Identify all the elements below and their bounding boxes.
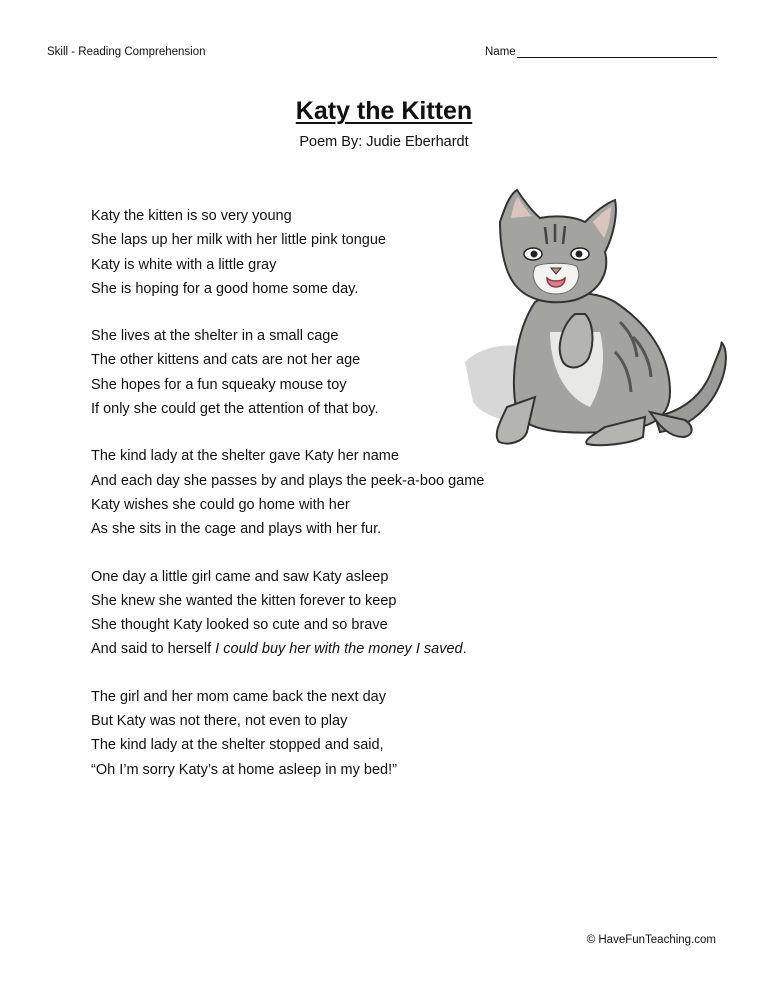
poem-line: She hopes for a fun squeaky mouse toy: [91, 376, 347, 393]
poem-line: The kind lady at the shelter gave Katy her name: [91, 448, 399, 465]
poem-line: One day a little girl came and saw Katy asleep: [91, 568, 389, 585]
poem-line: And each day she passes by and plays the peek-a-boo game: [91, 472, 485, 489]
poem-line: The other kittens and cats are not her age: [91, 352, 361, 369]
stanza-4: [91, 565, 551, 662]
italic-thought: I could buy her with the money I saved: [215, 641, 463, 658]
page-header: [47, 46, 716, 62]
poem-line: But Katy was not there, not even to play: [91, 713, 348, 730]
line-prefix: And said to herself: [91, 641, 216, 658]
poem-line: As she sits in the cage and plays with her fur.: [91, 521, 382, 538]
stanza-5: [91, 685, 551, 782]
copyright-footer: © HaveFunTeaching.com: [586, 934, 716, 946]
kitten-illustration-icon: [455, 182, 730, 448]
poem-line: The girl and her mom came back the next day: [91, 688, 386, 705]
name-blank-line[interactable]: [517, 46, 717, 58]
poem-line: She laps up her milk with her little pink tongue: [91, 232, 386, 249]
poem-line: Katy the kitten is so very young: [91, 208, 292, 224]
page-title: Katy the Kitten: [295, 97, 473, 125]
name-label: Name: [485, 46, 516, 58]
poem-byline: Poem By: Judie Eberhardt: [299, 134, 469, 150]
skill-label: Skill - Reading Comprehension: [47, 46, 206, 58]
poem-line: Katy is white with a little gray: [91, 256, 277, 273]
poem-line: She lives at the shelter in a small cage: [91, 328, 339, 345]
poem-line: If only she could get the attention of that boy.: [91, 401, 379, 418]
stanza-3: [91, 444, 551, 541]
poem-line: The kind lady at the shelter stopped and said,: [91, 737, 384, 754]
poem-line: “Oh I’m sorry Katy’s at home asleep in my bed!”: [91, 761, 397, 778]
line-suffix: .: [462, 641, 467, 658]
poem-line: She is hoping for a good home some day.: [91, 280, 359, 297]
poem-line: She thought Katy looked so cute and so brave: [91, 617, 388, 634]
poem-line: Katy wishes she could go home with her: [91, 496, 350, 513]
poem-line: She knew she wanted the kitten forever to keep: [91, 592, 397, 609]
poem-line-with-italic: [91, 637, 551, 661]
name-field: [485, 46, 717, 58]
